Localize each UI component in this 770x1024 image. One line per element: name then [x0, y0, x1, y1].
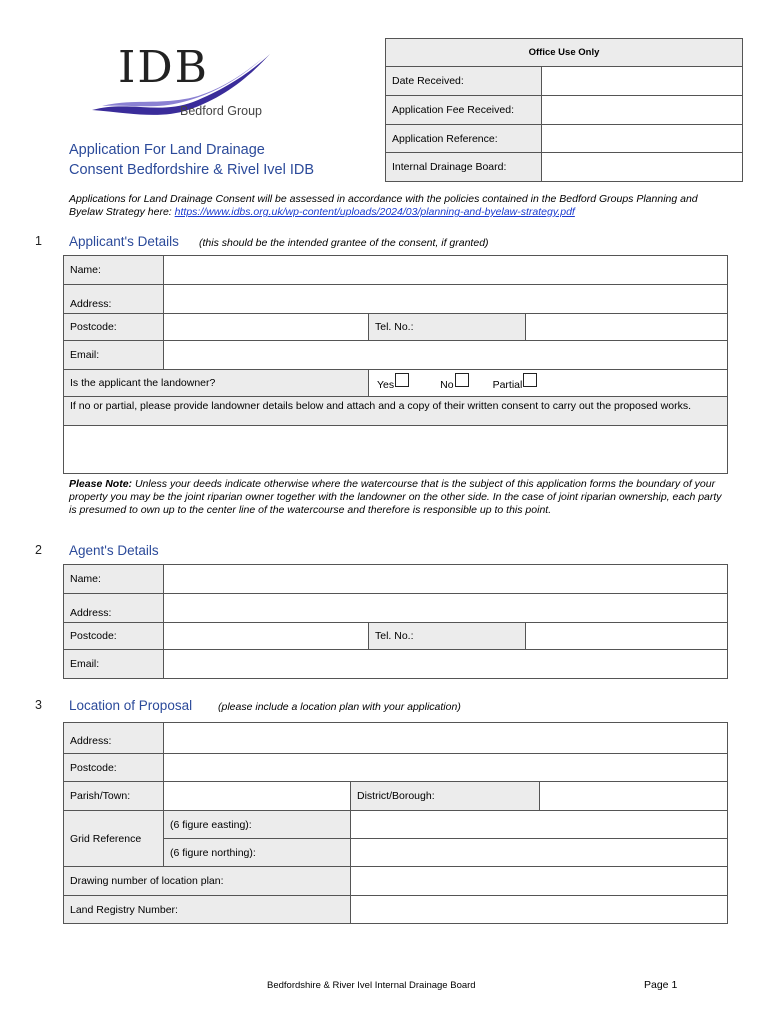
office-reference-label [385, 124, 542, 153]
location-address-label [63, 722, 164, 754]
field-label: Postcode: [70, 630, 117, 642]
section3-title: Location of Proposal [69, 698, 193, 713]
applicant-address-field[interactable] [163, 284, 728, 314]
landowner-options [368, 369, 728, 397]
district-field[interactable] [539, 781, 728, 811]
office-reference-field[interactable] [541, 124, 743, 153]
logo-text: IDB [118, 42, 209, 93]
applicant-name-field[interactable] [163, 255, 728, 285]
parish-field[interactable] [163, 781, 351, 811]
agent-email-label [63, 649, 164, 679]
please-note [69, 478, 731, 517]
easting-label [163, 810, 351, 839]
office-row-label: Application Fee Received: [392, 104, 514, 116]
applicant-tel-field[interactable] [525, 313, 728, 341]
office-idb-field[interactable] [541, 152, 743, 182]
office-fee-received-label [385, 95, 542, 125]
agent-tel-field[interactable] [525, 622, 728, 650]
office-fee-received-field[interactable] [541, 95, 743, 125]
agent-address-field[interactable] [163, 593, 728, 623]
field-label: (6 figure northing): [170, 846, 256, 859]
applicant-name-label [63, 255, 164, 285]
partial-label: Partial [492, 379, 523, 391]
field-label: Name: [70, 573, 101, 585]
strategy-link[interactable]: https://www.idbs.org.uk/wp-content/uploads/2024/03/planning-and-byelaw-strategy.pdf [174, 206, 575, 218]
applicant-postcode-field[interactable] [163, 313, 369, 341]
section1-note: (this should be the intended grantee of the consent, if granted) [199, 237, 489, 249]
parish-label [63, 781, 164, 811]
field-label: Name: [70, 264, 101, 276]
idb-logo [88, 40, 278, 125]
field-label: Drawing number of location plan: [70, 875, 224, 887]
partial-checkbox[interactable] [523, 373, 537, 387]
no-checkbox[interactable] [455, 373, 469, 387]
field-label: Email: [70, 658, 100, 670]
field-label: Tel. No.: [375, 630, 414, 642]
applicant-email-label [63, 340, 164, 370]
office-idb-label [385, 152, 542, 182]
field-label: Is the applicant the landowner? [70, 377, 216, 389]
applicant-email-field[interactable] [163, 340, 728, 370]
footer-text: Bedfordshire & River Ivel Internal Drainage Board [267, 980, 476, 991]
applicant-tel-label [368, 313, 526, 341]
northing-field[interactable] [350, 838, 728, 867]
page-title-line2: Consent Bedfordshire & Rivel Ivel IDB [69, 162, 314, 178]
field-label: District/Borough: [357, 790, 435, 802]
location-postcode-label [63, 753, 164, 782]
landowner-details-instruction [63, 396, 728, 426]
field-label: Postcode: [70, 321, 117, 333]
section1-number: 1 [35, 234, 42, 248]
section3-note: (please include a location plan with your application) [218, 701, 461, 713]
drawing-number-label [63, 866, 351, 896]
office-date-received-field[interactable] [541, 66, 743, 96]
yes-label: Yes [377, 379, 395, 391]
landowner-question [63, 369, 369, 397]
office-date-received-label [385, 66, 542, 96]
logo-subtext: Bedford Group [180, 104, 262, 118]
please-note-bold: Please Note: [69, 478, 133, 490]
instruction-text: If no or partial, please provide landowner details below and attach and a copy of their written consent to carry out the proposed works. [70, 400, 692, 412]
agent-postcode-field[interactable] [163, 622, 369, 650]
agent-email-field[interactable] [163, 649, 728, 679]
field-label: (6 figure easting): [170, 818, 252, 831]
land-registry-field[interactable] [350, 895, 728, 924]
landowner-details-field[interactable] [63, 425, 728, 474]
page-title-line1: Application For Land Drainage [69, 142, 265, 158]
field-label: Address: [70, 607, 112, 619]
agent-name-field[interactable] [163, 564, 728, 594]
field-label: Parish/Town: [70, 790, 131, 802]
agent-postcode-label [63, 622, 164, 650]
office-row-label: Internal Drainage Board: [392, 161, 507, 173]
agent-address-label [63, 593, 164, 623]
drawing-number-field[interactable] [350, 866, 728, 896]
location-address-field[interactable] [163, 722, 728, 754]
office-use-header-text: Office Use Only [528, 47, 600, 58]
agent-tel-label [368, 622, 526, 650]
applicant-address-label [63, 284, 164, 314]
district-label [350, 781, 540, 811]
field-label: Land Registry Number: [70, 903, 178, 916]
intro-text: Applications for Land Drainage Consent will be assessed in accordance with the policies contained in the Bedford Groups Planning and Byelaw Strategy here: [69, 193, 698, 218]
field-label: Tel. No.: [375, 321, 414, 333]
agent-name-label [63, 564, 164, 594]
grid-reference-label [63, 810, 164, 867]
office-row-label: Date Received: [392, 75, 464, 87]
northing-label [163, 838, 351, 867]
field-label: Email: [70, 349, 100, 361]
no-label: No [440, 379, 454, 391]
section2-title: Agent's Details [69, 543, 159, 558]
section1-title: Applicant's Details [69, 234, 179, 249]
field-label: Grid Reference [70, 832, 142, 845]
land-registry-label [63, 895, 351, 924]
page-number: Page 1 [644, 979, 678, 991]
easting-field[interactable] [350, 810, 728, 839]
office-row-label: Application Reference: [392, 132, 498, 145]
intro-paragraph [69, 193, 719, 219]
please-note-text: Unless your deeds indicate otherwise where the watercourse that is the subject of this application forms the boundary of your property you may be the joint riparian owner together with the landowner on the other side. In the case of joint riparian ownership, each party is presumed to own up to the center line of the watercourse and therefore is responsible up to this point. [69, 478, 722, 516]
field-label: Postcode: [70, 761, 117, 774]
field-label: Address: [70, 735, 112, 747]
field-label: Address: [70, 298, 112, 310]
yes-checkbox[interactable] [395, 373, 409, 387]
section3-number: 3 [35, 698, 42, 712]
section2-number: 2 [35, 543, 42, 557]
office-use-header [385, 38, 743, 67]
applicant-postcode-label [63, 313, 164, 341]
location-postcode-field[interactable] [163, 753, 728, 782]
